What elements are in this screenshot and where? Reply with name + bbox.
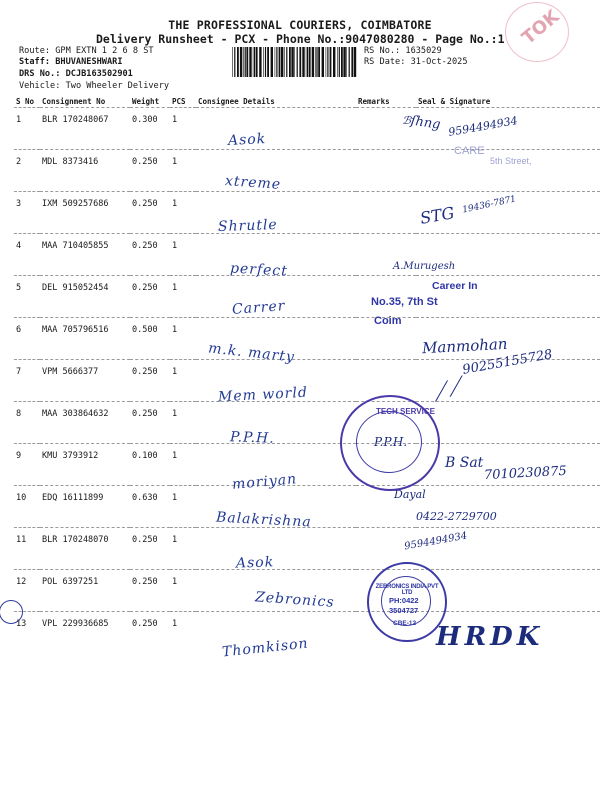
phone-annotation-5: 9594494934 — [403, 530, 469, 553]
tech-service-stamp: TECH SERVICE P.P.H. — [340, 395, 440, 491]
row-sno: 11 — [14, 528, 40, 570]
signature-10: Dayal — [394, 488, 426, 501]
row-pcs: 1 — [170, 444, 196, 486]
row-pcs: 1 — [170, 360, 196, 402]
care-stamp-line2: 5th Street, — [490, 156, 532, 166]
handwritten-consignee: Thomkison — [221, 635, 310, 661]
signature-3: STG — [418, 203, 456, 228]
handwritten-consignee: Carrer — [231, 298, 286, 318]
row-weight: 0.300 — [130, 108, 170, 150]
handwritten-consignee: moriyan — [231, 471, 298, 493]
handwritten-consignee: m.k. marty — [207, 340, 296, 366]
row-pcs: 1 — [170, 402, 196, 444]
col-consignment: Consignment No — [42, 96, 106, 106]
handwritten-consignee: Zebronics — [254, 589, 336, 611]
row-weight: 0.100 — [130, 444, 170, 486]
row-sno: 7 — [14, 360, 40, 402]
row-weight: 0.250 — [130, 276, 170, 318]
table-row — [14, 234, 600, 276]
row-weight: 0.630 — [130, 486, 170, 528]
row-sno: 12 — [14, 570, 40, 612]
staff-line: Staff: BHUVANESHWARI — [19, 57, 123, 67]
row-pcs: 1 — [170, 150, 196, 192]
annotation-3: 19436-7871 — [461, 194, 518, 216]
col-sno: S No — [16, 96, 35, 106]
row-consignment-no: MAA 705796516 — [40, 318, 130, 360]
phone-annotation-1: 9594494934 — [447, 114, 519, 139]
row-weight: 0.250 — [130, 192, 170, 234]
col-weight: Weight — [132, 96, 160, 106]
career-stamp-line2: No.35, 7th St — [371, 296, 438, 308]
row-pcs: 1 — [170, 276, 196, 318]
handwritten-consignee: xtreme — [224, 173, 282, 193]
row-pcs: 1 — [170, 612, 196, 654]
signature-7: ⟋⟋ — [428, 373, 466, 408]
handwritten-consignee: Balakrishna — [215, 509, 313, 531]
row-consignment-no: VPM 5666377 — [40, 360, 130, 402]
row-weight: 0.250 — [130, 360, 170, 402]
row-weight: 0.250 — [130, 402, 170, 444]
document-title: THE PROFESSIONAL COURIERS, COIMBATORE — [168, 18, 432, 32]
row-sno: 8 — [14, 402, 40, 444]
row-pcs: 1 — [170, 318, 196, 360]
row-consignment-no: MDL 8373416 — [40, 150, 130, 192]
row-consignment-no: VPL 229936685 — [40, 612, 130, 654]
consignment-table — [14, 95, 600, 653]
row-consignment-no: KMU 3793912 — [40, 444, 130, 486]
row-pcs: 1 — [170, 234, 196, 276]
route-line: Route: GPM EXTN 1 2 6 8 ST — [19, 46, 154, 56]
rs-date-line: RS Date: 31-Oct-2025 — [364, 57, 468, 67]
row-pcs: 1 — [170, 528, 196, 570]
row-consignee — [196, 402, 356, 444]
row-seal — [416, 402, 600, 444]
row-consignment-no: BLR 170248067 — [40, 108, 130, 150]
row-remarks — [356, 150, 416, 192]
signature-6: Manmohan — [421, 334, 508, 358]
row-weight: 0.250 — [130, 528, 170, 570]
row-weight: 0.500 — [130, 318, 170, 360]
top-stamp-text: TOK — [518, 6, 564, 49]
zebronics-stamp: ZEBRONICS INDIA PVT LTD PH:0422 3504727 CBE-12 — [367, 562, 447, 642]
row-consignment-no: DEL 915052454 — [40, 276, 130, 318]
row-consignment-no: BLR 170248070 — [40, 528, 130, 570]
row-weight: 0.250 — [130, 612, 170, 654]
table-row — [14, 276, 600, 318]
barcode — [232, 47, 358, 77]
row-consignee — [196, 108, 356, 150]
row-sno: 10 — [14, 486, 40, 528]
handwritten-consignee: P.P.H. — [229, 429, 275, 447]
row-sno: 5 — [14, 276, 40, 318]
handwritten-consignee: Shrutle — [217, 216, 278, 236]
career-stamp-line3: Coim — [374, 315, 402, 327]
phone-annotation-2: 90255155728 — [461, 347, 554, 378]
row-sno: 6 — [14, 318, 40, 360]
vehicle-line: Vehicle: Two Wheeler Delivery — [19, 81, 170, 91]
handwritten-consignee: Asok — [227, 131, 267, 149]
col-seal: Seal & Signature — [418, 96, 491, 106]
signature-9: B Sat — [445, 455, 484, 471]
row-pcs: 1 — [170, 486, 196, 528]
row-consignee — [196, 528, 356, 570]
handwritten-consignee: Mem world — [217, 384, 309, 406]
signature-13: HRDK — [436, 622, 544, 652]
row-sno: 3 — [14, 192, 40, 234]
phone-annotation-4: 0422-2729700 — [416, 510, 497, 523]
row-sno: 13 — [14, 612, 40, 654]
row-sno: 2 — [14, 150, 40, 192]
col-remarks: Remarks — [358, 96, 390, 106]
table-row — [14, 402, 600, 444]
handwritten-consignee: Asok — [235, 554, 275, 572]
row-consignment-no: MAA 303864632 — [40, 402, 130, 444]
row-sno: 9 — [14, 444, 40, 486]
signature-4: A.Murugesh — [393, 261, 456, 272]
row-consignment-no: EDQ 16111899 — [40, 486, 130, 528]
table-row — [14, 528, 600, 570]
rs-no-line: RS No.: 1635029 — [364, 46, 442, 56]
care-stamp-line1: CARE — [454, 145, 485, 157]
row-sno: 4 — [14, 234, 40, 276]
col-consignee: Consignee Details — [198, 96, 275, 106]
row-sno: 1 — [14, 108, 40, 150]
row-consignment-no: POL 6397251 — [40, 570, 130, 612]
row-weight: 0.250 — [130, 570, 170, 612]
document-subtitle: Delivery Runsheet - PCX - Phone No.:9047080280 - Page No.:1 — [96, 32, 505, 46]
signature-1: ℬſhng — [401, 113, 442, 133]
career-stamp-line1: Career In — [432, 280, 478, 292]
row-pcs: 1 — [170, 192, 196, 234]
row-consignment-no: IXM 509257686 — [40, 192, 130, 234]
col-pcs: PCS — [172, 96, 186, 106]
row-pcs: 1 — [170, 570, 196, 612]
row-weight: 0.250 — [130, 234, 170, 276]
row-weight: 0.250 — [130, 150, 170, 192]
drs-line: DRS No.: DCJB163502901 — [19, 69, 133, 79]
phone-annotation-3: 7010230875 — [483, 463, 568, 484]
row-13-circle-mark — [0, 600, 23, 624]
top-stamp — [505, 2, 569, 62]
row-pcs: 1 — [170, 108, 196, 150]
row-remarks — [356, 192, 416, 234]
row-consignment-no: MAA 710405855 — [40, 234, 130, 276]
handwritten-consignee: perfect — [229, 260, 289, 280]
table-header — [14, 95, 600, 108]
